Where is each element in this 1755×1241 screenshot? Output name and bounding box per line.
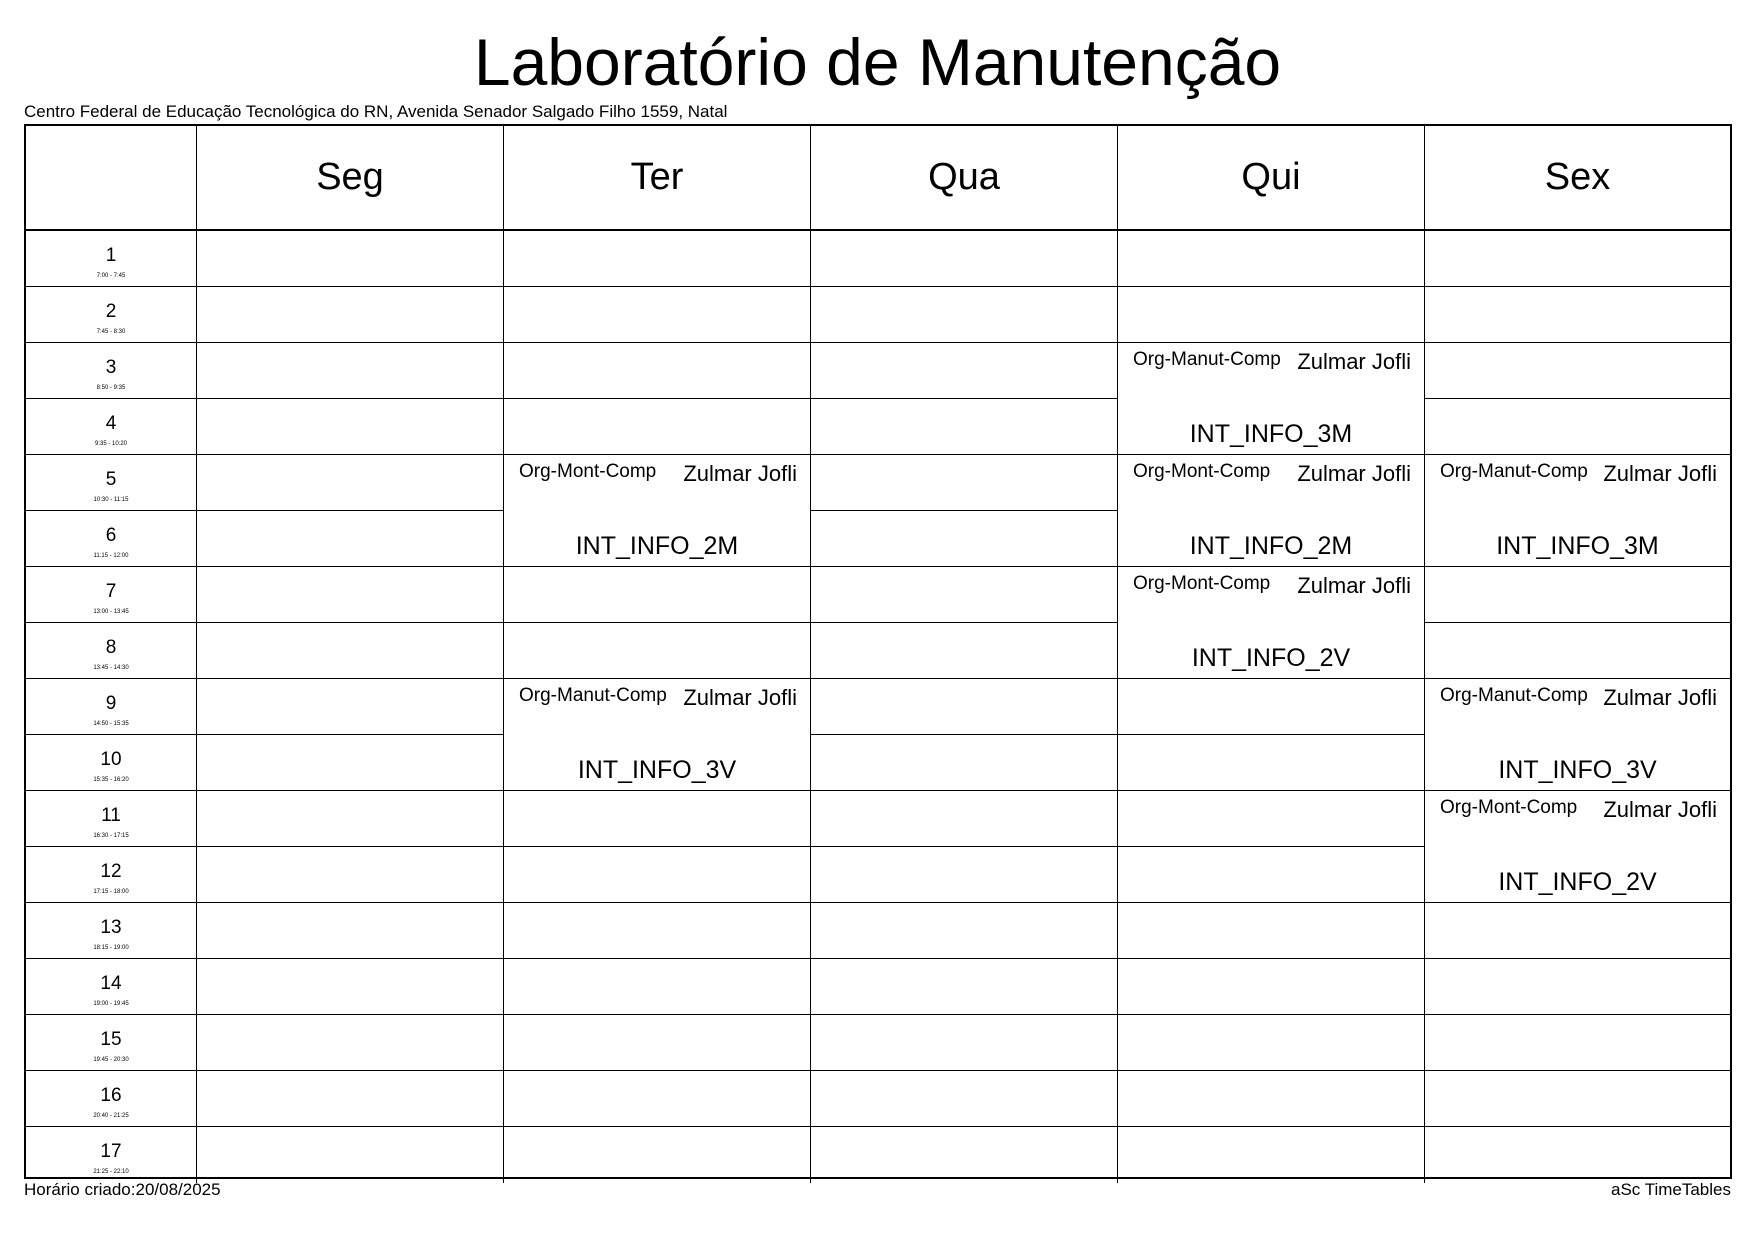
period-number: 1	[105, 245, 117, 266]
lesson-subject: Org-Mont-Comp	[1133, 573, 1271, 594]
empty-slot	[1118, 287, 1425, 343]
empty-slot	[504, 399, 811, 455]
empty-slot	[1425, 231, 1730, 287]
empty-slot	[1118, 679, 1425, 735]
empty-slot	[1425, 343, 1730, 399]
period-time: 7:00 - 7:45	[96, 273, 126, 279]
period-time: 14:50 - 15:35	[93, 721, 129, 727]
empty-slot	[197, 455, 504, 511]
timetable-grid	[24, 124, 1732, 1179]
empty-slot	[504, 1071, 811, 1127]
lesson-class: INT_INFO_2M	[575, 532, 739, 560]
empty-slot	[1425, 1127, 1730, 1183]
period-label	[26, 1071, 197, 1127]
empty-slot	[504, 903, 811, 959]
lesson-subject: Org-Mont-Comp	[1440, 797, 1578, 818]
empty-slot	[1118, 1127, 1425, 1183]
empty-slot	[811, 1015, 1118, 1071]
period-time: 18:15 - 19:00	[93, 945, 129, 951]
period-time: 10:30 - 11:15	[93, 497, 129, 503]
empty-slot	[811, 343, 1118, 399]
empty-slot	[197, 791, 504, 847]
created-date: Horário criado:20/08/2025	[24, 1180, 221, 1199]
period-time: 9:35 - 10:20	[94, 441, 128, 447]
period-number: 3	[105, 357, 117, 378]
period-label	[26, 679, 197, 735]
period-number: 11	[101, 805, 121, 826]
period-label	[26, 791, 197, 847]
empty-slot	[1425, 1015, 1730, 1071]
empty-slot	[1118, 735, 1425, 791]
lesson-card[interactable]	[1118, 567, 1425, 679]
empty-slot	[197, 847, 504, 903]
empty-slot	[197, 1127, 504, 1183]
period-label	[26, 847, 197, 903]
period-label	[26, 455, 197, 511]
empty-slot	[1118, 1071, 1425, 1127]
period-time: 21:25 - 22:10	[93, 1169, 129, 1175]
empty-slot	[1425, 903, 1730, 959]
lesson-class: INT_INFO_3M	[1189, 420, 1353, 448]
day-header: Seg	[197, 126, 504, 231]
lesson-subject: Org-Manut-Comp	[1440, 461, 1588, 482]
period-label	[26, 511, 197, 567]
lesson-subject: Org-Manut-Comp	[1440, 685, 1588, 706]
empty-slot	[811, 399, 1118, 455]
lesson-class: INT_INFO_2V	[1191, 644, 1351, 672]
lesson-card[interactable]	[1425, 679, 1730, 791]
empty-slot	[1118, 959, 1425, 1015]
empty-slot	[504, 343, 811, 399]
period-number: 14	[100, 973, 122, 994]
lesson-card[interactable]	[504, 679, 811, 791]
lesson-teacher: Zulmar Jofli	[683, 461, 797, 486]
day-header: Qua	[811, 126, 1118, 231]
empty-slot	[197, 399, 504, 455]
empty-slot	[504, 231, 811, 287]
empty-slot	[1425, 287, 1730, 343]
lesson-class: INT_INFO_2M	[1189, 532, 1353, 560]
lesson-class: INT_INFO_3M	[1496, 532, 1659, 560]
empty-slot	[811, 455, 1118, 511]
lesson-class: INT_INFO_3V	[577, 756, 737, 784]
empty-slot	[197, 623, 504, 679]
empty-slot	[504, 791, 811, 847]
empty-slot	[197, 903, 504, 959]
empty-slot	[1425, 959, 1730, 1015]
period-time: 11:15 - 12:00	[93, 553, 129, 559]
empty-slot	[504, 847, 811, 903]
empty-slot	[197, 1071, 504, 1127]
period-time: 15:35 - 16:20	[93, 777, 129, 783]
day-header: Qui	[1118, 126, 1425, 231]
lesson-card[interactable]	[1118, 343, 1425, 455]
empty-slot	[197, 959, 504, 1015]
period-label	[26, 735, 197, 791]
period-number: 13	[100, 917, 122, 938]
period-number: 2	[105, 301, 117, 322]
period-time: 20:40 - 21:25	[93, 1113, 129, 1119]
empty-slot	[811, 623, 1118, 679]
lesson-card[interactable]	[1118, 455, 1425, 567]
period-time: 19:45 - 20:30	[93, 1057, 129, 1063]
period-time: 13:00 - 13:45	[93, 609, 129, 615]
empty-slot	[197, 679, 504, 735]
lesson-teacher: Zulmar Jofli	[683, 685, 797, 710]
empty-slot	[504, 1127, 811, 1183]
period-time: 16:30 - 17:15	[93, 833, 129, 839]
lesson-subject: Org-Mont-Comp	[1133, 461, 1271, 482]
empty-slot	[1425, 567, 1730, 623]
empty-slot	[197, 735, 504, 791]
period-label	[26, 399, 197, 455]
period-label	[26, 623, 197, 679]
empty-slot	[197, 231, 504, 287]
period-time: 8:50 - 9:35	[96, 385, 126, 391]
period-number: 12	[100, 861, 122, 882]
empty-slot	[1425, 1071, 1730, 1127]
period-number: 5	[105, 469, 117, 490]
lesson-subject: Org-Mont-Comp	[519, 461, 657, 482]
empty-slot	[811, 791, 1118, 847]
lesson-teacher: Zulmar Jofli	[1603, 685, 1717, 710]
school-address: Centro Federal de Educação Tecnológica do RN, Avenida Senador Salgado Filho 1559, Natal	[24, 102, 728, 121]
lesson-card[interactable]	[1425, 455, 1730, 567]
period-number: 4	[105, 413, 117, 434]
empty-slot	[811, 567, 1118, 623]
empty-slot	[811, 1071, 1118, 1127]
lesson-card[interactable]	[504, 455, 811, 567]
period-time: 19:00 - 19:45	[93, 1001, 129, 1007]
empty-slot	[1425, 399, 1730, 455]
empty-slot	[811, 735, 1118, 791]
software-credit: aSc TimeTables	[1611, 1180, 1731, 1199]
lesson-teacher: Zulmar Jofli	[1603, 797, 1717, 822]
period-number: 16	[100, 1085, 122, 1106]
period-number: 7	[105, 581, 117, 602]
period-label	[26, 231, 197, 287]
period-label	[26, 1015, 197, 1071]
period-number: 17	[100, 1141, 122, 1162]
empty-slot	[504, 1015, 811, 1071]
empty-slot	[1118, 1015, 1425, 1071]
empty-slot	[197, 343, 504, 399]
lesson-teacher: Zulmar Jofli	[1297, 349, 1411, 374]
period-label	[26, 903, 197, 959]
empty-slot	[197, 511, 504, 567]
period-number: 9	[105, 693, 117, 714]
empty-slot	[811, 231, 1118, 287]
lesson-card[interactable]	[1425, 791, 1730, 903]
empty-slot	[1118, 847, 1425, 903]
lesson-class: INT_INFO_3V	[1498, 756, 1657, 784]
lesson-teacher: Zulmar Jofli	[1297, 573, 1411, 598]
empty-slot	[811, 679, 1118, 735]
empty-slot	[811, 847, 1118, 903]
empty-slot	[504, 623, 811, 679]
empty-slot	[1118, 903, 1425, 959]
empty-slot	[811, 511, 1118, 567]
period-number: 6	[105, 525, 117, 546]
empty-slot	[197, 567, 504, 623]
day-header: Sex	[1425, 126, 1730, 231]
empty-slot	[811, 287, 1118, 343]
empty-slot	[811, 1127, 1118, 1183]
empty-slot	[504, 959, 811, 1015]
period-number: 8	[105, 637, 117, 658]
empty-slot	[1118, 231, 1425, 287]
empty-slot	[504, 287, 811, 343]
empty-slot	[811, 903, 1118, 959]
period-time: 13:45 - 14:30	[93, 665, 129, 671]
empty-slot	[811, 959, 1118, 1015]
empty-slot	[1118, 791, 1425, 847]
period-label	[26, 567, 197, 623]
corner-cell	[26, 126, 197, 231]
empty-slot	[504, 567, 811, 623]
empty-slot	[197, 287, 504, 343]
period-number: 10	[100, 749, 122, 770]
lesson-teacher: Zulmar Jofli	[1603, 461, 1717, 486]
period-label	[26, 287, 197, 343]
day-header: Ter	[504, 126, 811, 231]
period-number: 15	[100, 1029, 122, 1050]
period-label	[26, 343, 197, 399]
lesson-teacher: Zulmar Jofli	[1297, 461, 1411, 486]
lesson-subject: Org-Manut-Comp	[1133, 349, 1281, 370]
lesson-class: INT_INFO_2V	[1498, 868, 1657, 896]
period-label	[26, 959, 197, 1015]
period-label	[26, 1127, 197, 1183]
empty-slot	[1425, 623, 1730, 679]
page-title: Laboratório de Manutenção	[473, 25, 1282, 99]
period-time: 7:45 - 8:30	[96, 329, 126, 335]
lesson-subject: Org-Manut-Comp	[519, 685, 667, 706]
period-time: 17:15 - 18:00	[93, 889, 129, 895]
empty-slot	[197, 1015, 504, 1071]
